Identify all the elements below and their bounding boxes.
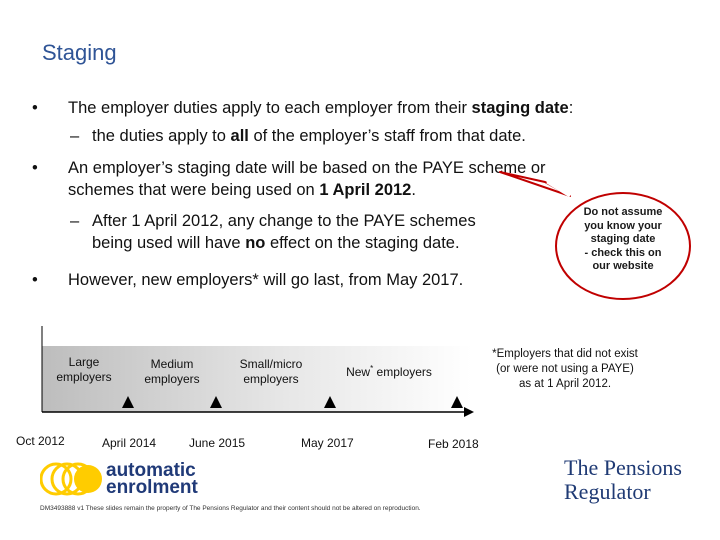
- tpr-line1: The Pensions: [564, 455, 682, 480]
- sub-1-pre: the duties apply to: [92, 127, 231, 145]
- date-feb-2018: Feb 2018: [428, 437, 479, 451]
- tpr-line2: Regulator: [564, 479, 651, 504]
- sub-2-line1: After 1 April 2012, any change to the PAYE schemes: [92, 212, 476, 230]
- stage-label-line2: employers: [56, 370, 112, 384]
- bullet-2-strong: 1 April 2012: [319, 181, 412, 199]
- automatic-enrolment-logo-text: [106, 462, 198, 496]
- page-title: Staging: [42, 40, 117, 65]
- stage-new-label: New: [346, 365, 371, 379]
- bullet-2-end: .: [411, 181, 416, 199]
- sub-dash: –: [70, 127, 80, 145]
- bullet-2: [32, 157, 546, 201]
- stage-label-line2: employers: [243, 372, 299, 386]
- sub-bullet-1: [70, 125, 526, 147]
- callout-text: [563, 206, 683, 274]
- footer-disclaimer: DM3493888 v1 These slides remain the property of The Pensions Regulator and their content should not be altered on reproduction.: [40, 505, 421, 512]
- ae-line2: enrolment: [106, 477, 198, 498]
- date-may-2017: May 2017: [301, 436, 354, 450]
- sub-2-line2-post: effect on the staging date.: [265, 234, 460, 252]
- callout-line5: our website: [592, 260, 654, 272]
- footnote-line3: as at 1 April 2012.: [518, 378, 612, 390]
- automatic-enrolment-logo-mark: [40, 462, 106, 496]
- callout-pointer: [500, 172, 570, 196]
- callout-line4: - check this on: [584, 246, 662, 259]
- callout-line2: you know your: [584, 219, 662, 232]
- sub-2-line2: [92, 232, 476, 254]
- bullet-3-text: However, new employers* will go last, from May 2017.: [68, 271, 464, 289]
- footnote-new-employers: [480, 347, 650, 392]
- sub-2-strong: no: [245, 234, 266, 252]
- callout-line1: Do not assume: [583, 206, 663, 218]
- stage-new: [330, 361, 448, 380]
- bullet-1-strong: staging date: [471, 99, 569, 117]
- date-april-2014: April 2014: [102, 436, 157, 450]
- callout-line3: staging date: [590, 233, 656, 245]
- stage-label-line1: Medium: [150, 357, 194, 371]
- bullet-dot: •: [32, 271, 38, 289]
- bullet-1: [32, 97, 574, 119]
- bullet-2-line2-pre: schemes that were being used on: [68, 181, 320, 199]
- sub-1-post: of the employer’s staff from that date.: [248, 127, 526, 145]
- sub-1-strong: all: [230, 127, 249, 145]
- sub-2-line2-pre: being used will have: [92, 234, 246, 252]
- stage-label-line1: Large: [68, 355, 100, 369]
- pensions-regulator-logo: [564, 456, 682, 504]
- ae-line1: automatic: [106, 460, 196, 481]
- stage-label-line1: Small/micro: [239, 357, 303, 371]
- date-june-2015: June 2015: [189, 436, 246, 450]
- bullet-1-end: :: [568, 99, 574, 117]
- bullet-dot: •: [32, 99, 38, 117]
- stage-new-asterisk: *: [370, 364, 374, 373]
- stage-medium: [134, 357, 210, 387]
- sub-dash: –: [70, 212, 80, 230]
- sub-bullet-2: [70, 210, 476, 254]
- bullet-1-text: The employer duties apply to each employer from their: [68, 99, 472, 117]
- stage-large: [48, 355, 120, 385]
- footnote-line2: (or were not using a PAYE): [496, 363, 634, 375]
- stage-label-line2: employers: [144, 372, 200, 386]
- bullet-dot: •: [32, 159, 38, 177]
- stage-small-micro: [228, 357, 314, 387]
- bullet-2-line1: An employer’s staging date will be based on the PAYE scheme or: [68, 159, 546, 177]
- stage-new-label-2: employers: [373, 365, 432, 379]
- bullet-2-line2: [68, 179, 546, 201]
- footnote-line1: *Employers that did not exist: [492, 348, 638, 360]
- date-oct-2012: Oct 2012: [16, 434, 65, 448]
- bullet-3: [32, 269, 464, 291]
